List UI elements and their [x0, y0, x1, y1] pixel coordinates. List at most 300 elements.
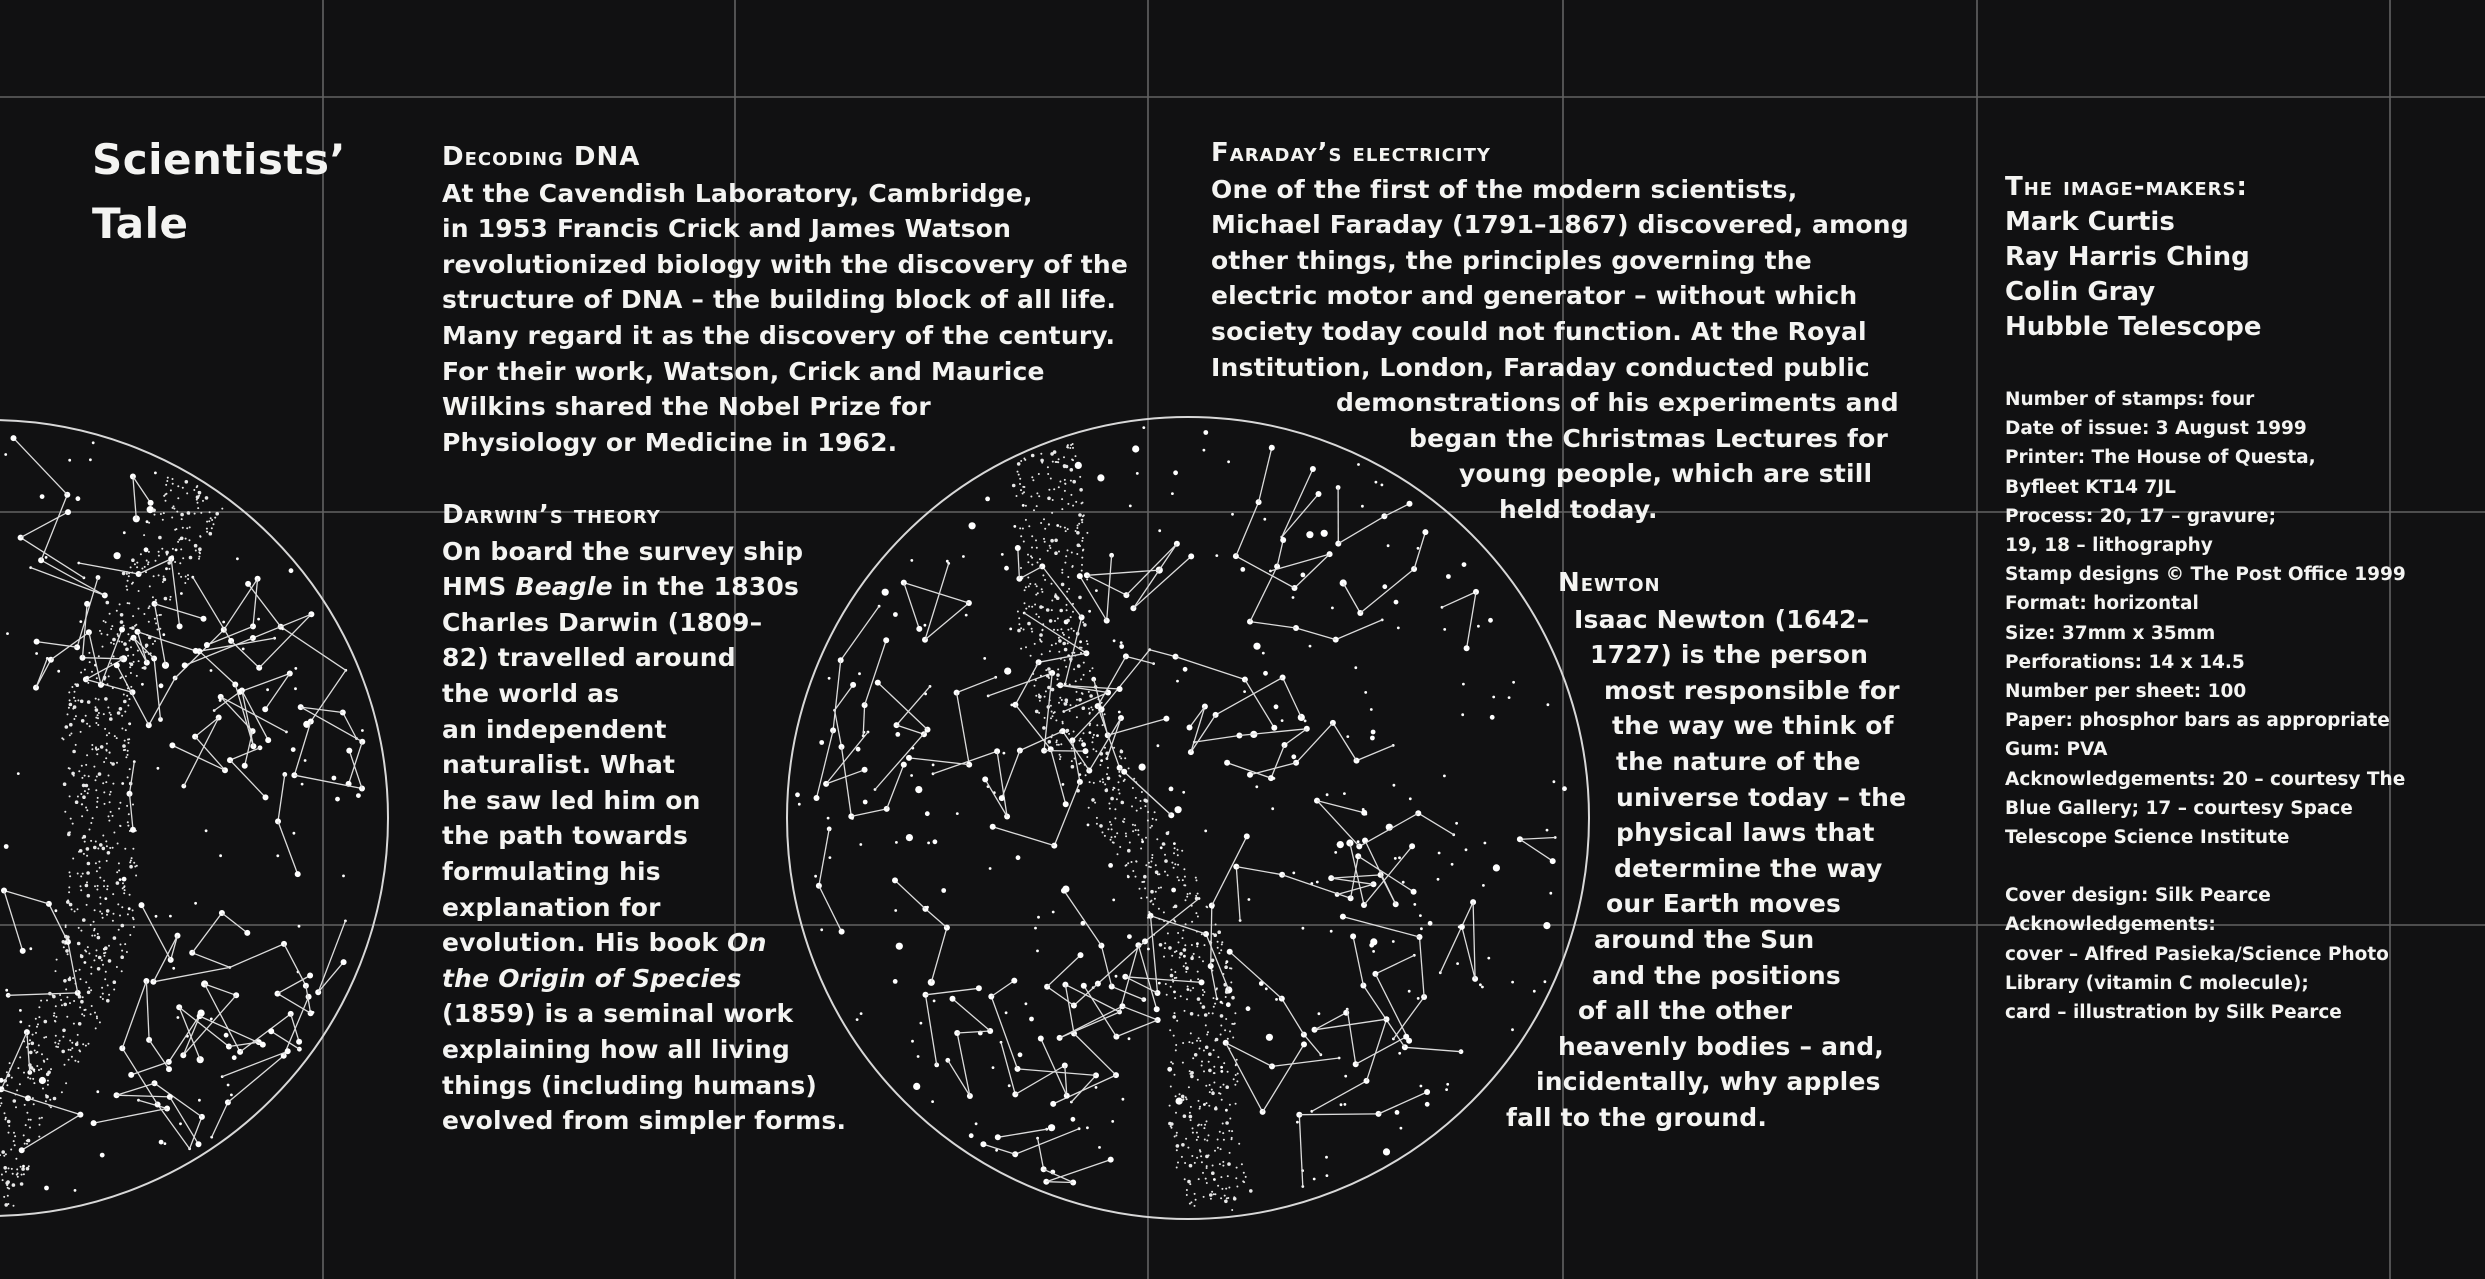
milky-way-star	[1076, 527, 1078, 529]
milky-way-star	[1218, 952, 1220, 954]
milky-way-star	[1196, 879, 1198, 881]
newton-line: and the positions	[1592, 960, 1841, 990]
milky-way-star	[1231, 996, 1235, 1000]
milky-way-star	[63, 782, 67, 786]
milky-way-star	[82, 873, 84, 875]
milky-way-star	[187, 574, 189, 576]
milky-way-star	[1078, 513, 1082, 517]
milky-way-star	[1055, 741, 1057, 743]
milky-way-star	[85, 1045, 87, 1047]
milky-way-star	[1158, 887, 1160, 889]
milky-way-star	[123, 700, 127, 704]
milky-way-star	[1048, 489, 1050, 491]
constellation-line	[1331, 878, 1373, 884]
milky-way-star	[1051, 609, 1053, 611]
star	[1464, 645, 1470, 651]
milky-way-star	[1177, 854, 1179, 856]
milky-way-star	[1214, 1193, 1216, 1195]
star	[148, 500, 154, 506]
star	[894, 909, 897, 912]
darwin-line: (1859) is a seminal work	[442, 999, 794, 1029]
constellation-line	[94, 1109, 168, 1124]
milky-way-star	[1209, 1084, 1211, 1086]
milky-way-star	[1176, 1132, 1178, 1134]
milky-way-star	[1038, 695, 1042, 699]
milky-way-star	[1126, 864, 1128, 866]
milky-way-star	[1217, 1056, 1219, 1058]
milky-way-star	[1043, 538, 1045, 540]
milky-way-star	[1171, 955, 1173, 957]
milky-way-star	[41, 1117, 43, 1119]
milky-way-star	[96, 753, 98, 755]
star	[194, 902, 197, 905]
milky-way-star	[1050, 705, 1052, 707]
milky-way-star	[80, 930, 82, 932]
milky-way-star	[1065, 530, 1067, 532]
milky-way-star	[1123, 780, 1125, 782]
constellation-line	[253, 579, 258, 627]
milky-way-star	[1066, 591, 1068, 593]
milky-way-star	[1023, 629, 1025, 631]
milky-way-star	[1217, 941, 1219, 943]
milky-way-star	[1174, 847, 1176, 849]
milky-way-star	[149, 605, 151, 607]
milky-way-star	[25, 1124, 27, 1126]
star	[1350, 933, 1356, 939]
star	[1203, 449, 1206, 452]
milky-way-star	[118, 640, 120, 642]
milky-way-star	[1101, 702, 1103, 704]
star	[1187, 988, 1190, 991]
constellation-line	[31, 568, 105, 596]
milky-way-star	[1187, 893, 1189, 895]
star	[295, 871, 301, 877]
star	[1087, 824, 1090, 827]
milky-way-star	[1232, 1037, 1234, 1039]
milky-way-star	[1047, 466, 1049, 468]
constellation-line	[1236, 867, 1240, 921]
milky-way-star	[1107, 828, 1109, 830]
milky-way-star	[1135, 876, 1137, 878]
milky-way-star	[1175, 1044, 1177, 1046]
milky-way-star	[165, 484, 167, 486]
milky-way-star	[1203, 1050, 1205, 1052]
milky-way-star	[67, 953, 69, 955]
milky-way-star	[54, 1042, 56, 1044]
star	[1243, 690, 1246, 693]
star	[146, 520, 149, 523]
milky-way-star	[73, 1000, 75, 1002]
star	[114, 552, 121, 559]
milky-way-star	[1027, 622, 1031, 626]
milky-way-star	[72, 823, 74, 825]
star	[1081, 742, 1086, 747]
star	[346, 748, 352, 754]
star	[1459, 924, 1465, 930]
constellation-line	[230, 760, 266, 797]
milky-way-star	[1173, 852, 1175, 854]
milky-way-star	[1042, 574, 1044, 576]
star	[222, 621, 225, 624]
star	[1158, 529, 1161, 532]
milky-way-star	[26, 1167, 30, 1171]
milky-way-star	[1184, 944, 1186, 946]
constellation-line	[1353, 936, 1363, 985]
milky-way-star	[1071, 748, 1073, 750]
star	[1403, 1034, 1409, 1040]
milky-way-star	[162, 519, 164, 521]
star	[1004, 668, 1011, 675]
milky-way-star	[148, 561, 150, 563]
milky-way-star	[1173, 906, 1175, 908]
milky-way-star	[133, 862, 135, 864]
milky-way-star	[1119, 793, 1121, 795]
milky-way-star	[1028, 525, 1030, 527]
milky-way-star	[106, 860, 108, 862]
milky-way-star	[97, 848, 99, 850]
detail-line: Size: 37mm x 35mm	[2005, 622, 2216, 644]
milky-way-star	[180, 576, 182, 578]
star	[1016, 855, 1021, 860]
milky-way-star	[88, 1043, 90, 1045]
milky-way-star	[95, 708, 99, 712]
star	[1176, 680, 1179, 683]
star	[982, 776, 988, 782]
milky-way-star	[1203, 1127, 1205, 1129]
milky-way-star	[1213, 997, 1215, 999]
milky-way-star	[35, 1032, 37, 1034]
milky-way-star	[1070, 628, 1072, 630]
milky-way-star	[120, 676, 122, 678]
milky-way-star	[1037, 562, 1039, 564]
milky-way-star	[1042, 629, 1044, 631]
milky-way-star	[32, 1078, 34, 1080]
star	[1274, 704, 1279, 709]
milky-way-star	[1177, 1162, 1179, 1164]
milky-way-star	[1212, 1165, 1214, 1167]
milky-way-star	[87, 946, 89, 948]
star	[965, 614, 968, 617]
milky-way-star	[1053, 488, 1055, 490]
milky-way-star	[1227, 1071, 1229, 1073]
milky-way-star	[1217, 947, 1219, 949]
star	[219, 854, 222, 857]
star	[1445, 1088, 1448, 1091]
milky-way-star	[50, 1068, 52, 1070]
milky-way-star	[1086, 579, 1088, 581]
star	[242, 763, 248, 769]
dna-heading: Decoding DNA	[442, 142, 641, 172]
star	[862, 767, 868, 773]
star	[932, 764, 935, 767]
constellation-line	[1046, 1182, 1073, 1183]
constellation-line	[1039, 653, 1087, 662]
milky-way-star	[88, 987, 90, 989]
dna-line: At the Cavendish Laboratory, Cambridge,	[442, 178, 1033, 208]
star	[1117, 686, 1123, 692]
milky-way-star	[109, 847, 111, 849]
milky-way-star	[64, 1064, 66, 1066]
milky-way-star	[1020, 535, 1022, 537]
milky-way-star	[1044, 528, 1046, 530]
milky-way-star	[62, 1029, 66, 1033]
star	[1038, 1036, 1044, 1042]
star	[91, 1120, 97, 1126]
constellation-line	[1212, 836, 1247, 905]
star	[39, 1077, 46, 1084]
milky-way-star	[73, 718, 75, 720]
darwin-text: HMS	[442, 572, 507, 602]
milky-way-star	[1067, 528, 1069, 530]
constellation-line	[1360, 569, 1414, 613]
darwin-section	[442, 498, 846, 1139]
milky-way-star	[80, 672, 82, 674]
star	[875, 680, 881, 686]
milky-way-star	[1020, 627, 1022, 629]
star	[1003, 752, 1006, 755]
milky-way-star	[1202, 989, 1204, 991]
milky-way-star	[1127, 862, 1129, 864]
constellation-line	[1047, 987, 1074, 1006]
star	[119, 878, 122, 881]
milky-way-star	[41, 1053, 43, 1055]
milky-way-star	[182, 487, 184, 489]
milky-way-star	[1071, 760, 1073, 762]
constellation-line	[1101, 946, 1111, 987]
milky-way-star	[46, 999, 48, 1001]
milky-way-star	[1173, 867, 1175, 869]
star	[915, 786, 922, 793]
milky-way-star	[34, 1050, 36, 1052]
milky-way-star	[1090, 706, 1092, 708]
milky-way-star	[1175, 1112, 1177, 1114]
milky-way-star	[1044, 541, 1046, 543]
milky-way-star	[1243, 1172, 1245, 1174]
constellation-line	[909, 758, 969, 765]
constellation-line	[1, 1032, 27, 1089]
milky-way-star	[78, 1022, 82, 1026]
star	[84, 961, 87, 964]
milky-way-star	[100, 903, 102, 905]
milky-way-star	[1200, 1002, 1202, 1004]
milky-way-star	[123, 625, 125, 627]
milky-way-star	[1054, 551, 1058, 555]
constellation-line	[988, 673, 1052, 696]
star	[57, 670, 60, 673]
darwin-line	[442, 569, 846, 605]
milky-way-star	[6, 1084, 8, 1086]
milky-way-star	[1105, 789, 1109, 793]
milky-way-star	[1017, 629, 1021, 633]
star	[1018, 1052, 1023, 1057]
milky-way-star	[1197, 971, 1199, 973]
detail-line: Byfleet KT14 7JL	[2005, 476, 2176, 498]
milky-way-star	[134, 563, 136, 565]
milky-way-star	[1186, 998, 1188, 1000]
milky-way-star	[106, 743, 108, 745]
constellation-line	[192, 913, 222, 953]
milky-way-star	[108, 815, 110, 817]
star-chart-left	[0, 420, 388, 1216]
star	[906, 755, 912, 761]
darwin-line: explanation for	[442, 892, 661, 922]
milky-way-star	[65, 926, 67, 928]
milky-way-star	[17, 1176, 19, 1178]
milky-way-star	[24, 1104, 26, 1106]
newton-line: heavenly bodies – and,	[1558, 1031, 1884, 1061]
milky-way-star	[1215, 1106, 1217, 1108]
milky-way-star	[1152, 818, 1154, 820]
constellation-line	[1098, 706, 1120, 768]
milky-way-star	[1192, 1132, 1194, 1134]
milky-way-star	[1148, 866, 1150, 868]
milky-way-star	[165, 500, 167, 502]
milky-way-star	[1044, 717, 1046, 719]
milky-way-star	[77, 699, 79, 701]
milky-way-star	[61, 1004, 63, 1006]
star	[992, 1066, 995, 1069]
milky-way-star	[107, 885, 109, 887]
cover-line: cover – Alfred Pasieka/Science Photo	[2005, 943, 2389, 965]
milky-way-star	[105, 621, 107, 623]
milky-way-star	[110, 791, 112, 793]
milky-way-star	[1143, 875, 1147, 879]
milky-way-star	[90, 822, 92, 824]
milky-way-star	[1183, 965, 1185, 967]
milky-way-star	[7, 1120, 11, 1124]
milky-way-star	[166, 554, 168, 556]
star	[1075, 462, 1082, 469]
milky-way-star	[33, 1082, 35, 1084]
milky-way-star	[60, 999, 62, 1001]
milky-way-star	[1176, 1144, 1180, 1148]
milky-way-star	[96, 806, 98, 808]
milky-way-star	[155, 560, 157, 562]
milky-way-star	[199, 535, 201, 537]
milky-way-star	[88, 652, 90, 654]
milky-way-star	[69, 734, 71, 736]
star	[166, 1066, 172, 1072]
milky-way-star	[1022, 493, 1024, 495]
milky-way-star	[117, 711, 121, 715]
milky-way-star	[1091, 741, 1093, 743]
milky-way-star	[99, 843, 103, 847]
newton-section	[1500, 566, 1906, 1136]
star	[1382, 584, 1387, 589]
milky-way-star	[128, 602, 130, 604]
milky-way-star	[189, 556, 193, 560]
milky-way-star	[95, 841, 97, 843]
constellation-line	[1299, 1115, 1303, 1187]
milky-way-star	[1114, 836, 1116, 838]
constellation-line	[1282, 999, 1304, 1035]
milky-way-star	[194, 513, 196, 515]
milky-way-star	[1058, 744, 1060, 746]
milky-way-star	[1201, 1161, 1203, 1163]
star	[1052, 911, 1055, 914]
milky-way-star	[1211, 1191, 1213, 1193]
milky-way-star	[81, 765, 83, 767]
constellation-line	[1245, 680, 1274, 728]
milky-way-star	[131, 558, 135, 562]
milky-way-star	[110, 663, 112, 665]
milky-way-star	[112, 920, 114, 922]
milky-way-star	[124, 711, 126, 713]
star	[1443, 775, 1446, 778]
milky-way-star	[170, 596, 172, 598]
milky-way-star	[1055, 643, 1057, 645]
constellation-line	[21, 512, 68, 538]
milky-way-star	[1096, 724, 1098, 726]
milky-way-star	[97, 936, 101, 940]
milky-way-star	[1220, 949, 1222, 951]
milky-way-star	[1200, 1124, 1202, 1126]
milky-way-star	[200, 512, 202, 514]
milky-way-star	[81, 719, 85, 723]
star	[1071, 1117, 1076, 1122]
milky-way-star	[1230, 981, 1232, 983]
star	[1078, 952, 1084, 958]
constellation-line	[1126, 544, 1177, 595]
milky-way-star	[97, 717, 99, 719]
milky-way-star	[1190, 1075, 1194, 1079]
milky-way-star	[104, 946, 108, 950]
milky-way-star	[1068, 733, 1070, 735]
milky-way-star	[1176, 1149, 1178, 1151]
milky-way-star	[1058, 651, 1060, 653]
milky-way-star	[181, 518, 183, 520]
star	[296, 1039, 302, 1045]
milky-way-star	[1215, 1038, 1219, 1042]
milky-way-star	[1197, 893, 1199, 895]
milky-way-star	[1052, 499, 1054, 501]
milky-way-star	[84, 841, 86, 843]
milky-way-star	[1116, 832, 1118, 834]
constellation-line	[278, 774, 285, 821]
milky-way-star	[1179, 952, 1183, 956]
constellation-line	[933, 751, 997, 774]
milky-way-star	[1187, 986, 1189, 988]
milky-way-star	[1062, 632, 1064, 634]
milky-way-star	[111, 625, 113, 627]
milky-way-star	[196, 499, 198, 501]
cover-line: card – illustration by Silk Pearce	[2005, 1002, 2342, 1024]
milky-way-star	[1067, 576, 1069, 578]
star	[1248, 898, 1251, 901]
milky-way-star	[1202, 960, 1204, 962]
milky-way-star	[1038, 473, 1040, 475]
milky-way-star	[1028, 585, 1030, 587]
milky-way-star	[63, 1003, 67, 1007]
milky-way-star	[1040, 522, 1042, 524]
star	[1160, 846, 1163, 849]
milky-way-star	[1174, 1074, 1176, 1076]
constellation-line	[1462, 927, 1475, 979]
milky-way-star	[43, 1037, 45, 1039]
star	[1246, 1006, 1251, 1011]
milky-way-star	[1111, 836, 1113, 838]
milky-way-star	[1189, 1165, 1191, 1167]
star	[1122, 1098, 1125, 1101]
constellation-line	[1116, 1020, 1157, 1037]
milky-way-star	[1028, 606, 1030, 608]
milky-way-star	[89, 661, 91, 663]
milky-way-star	[1064, 479, 1066, 481]
milky-way-star	[1131, 861, 1133, 863]
star	[1077, 573, 1083, 579]
milky-way-star	[1060, 743, 1062, 745]
title-line-2: Tale	[92, 199, 189, 248]
